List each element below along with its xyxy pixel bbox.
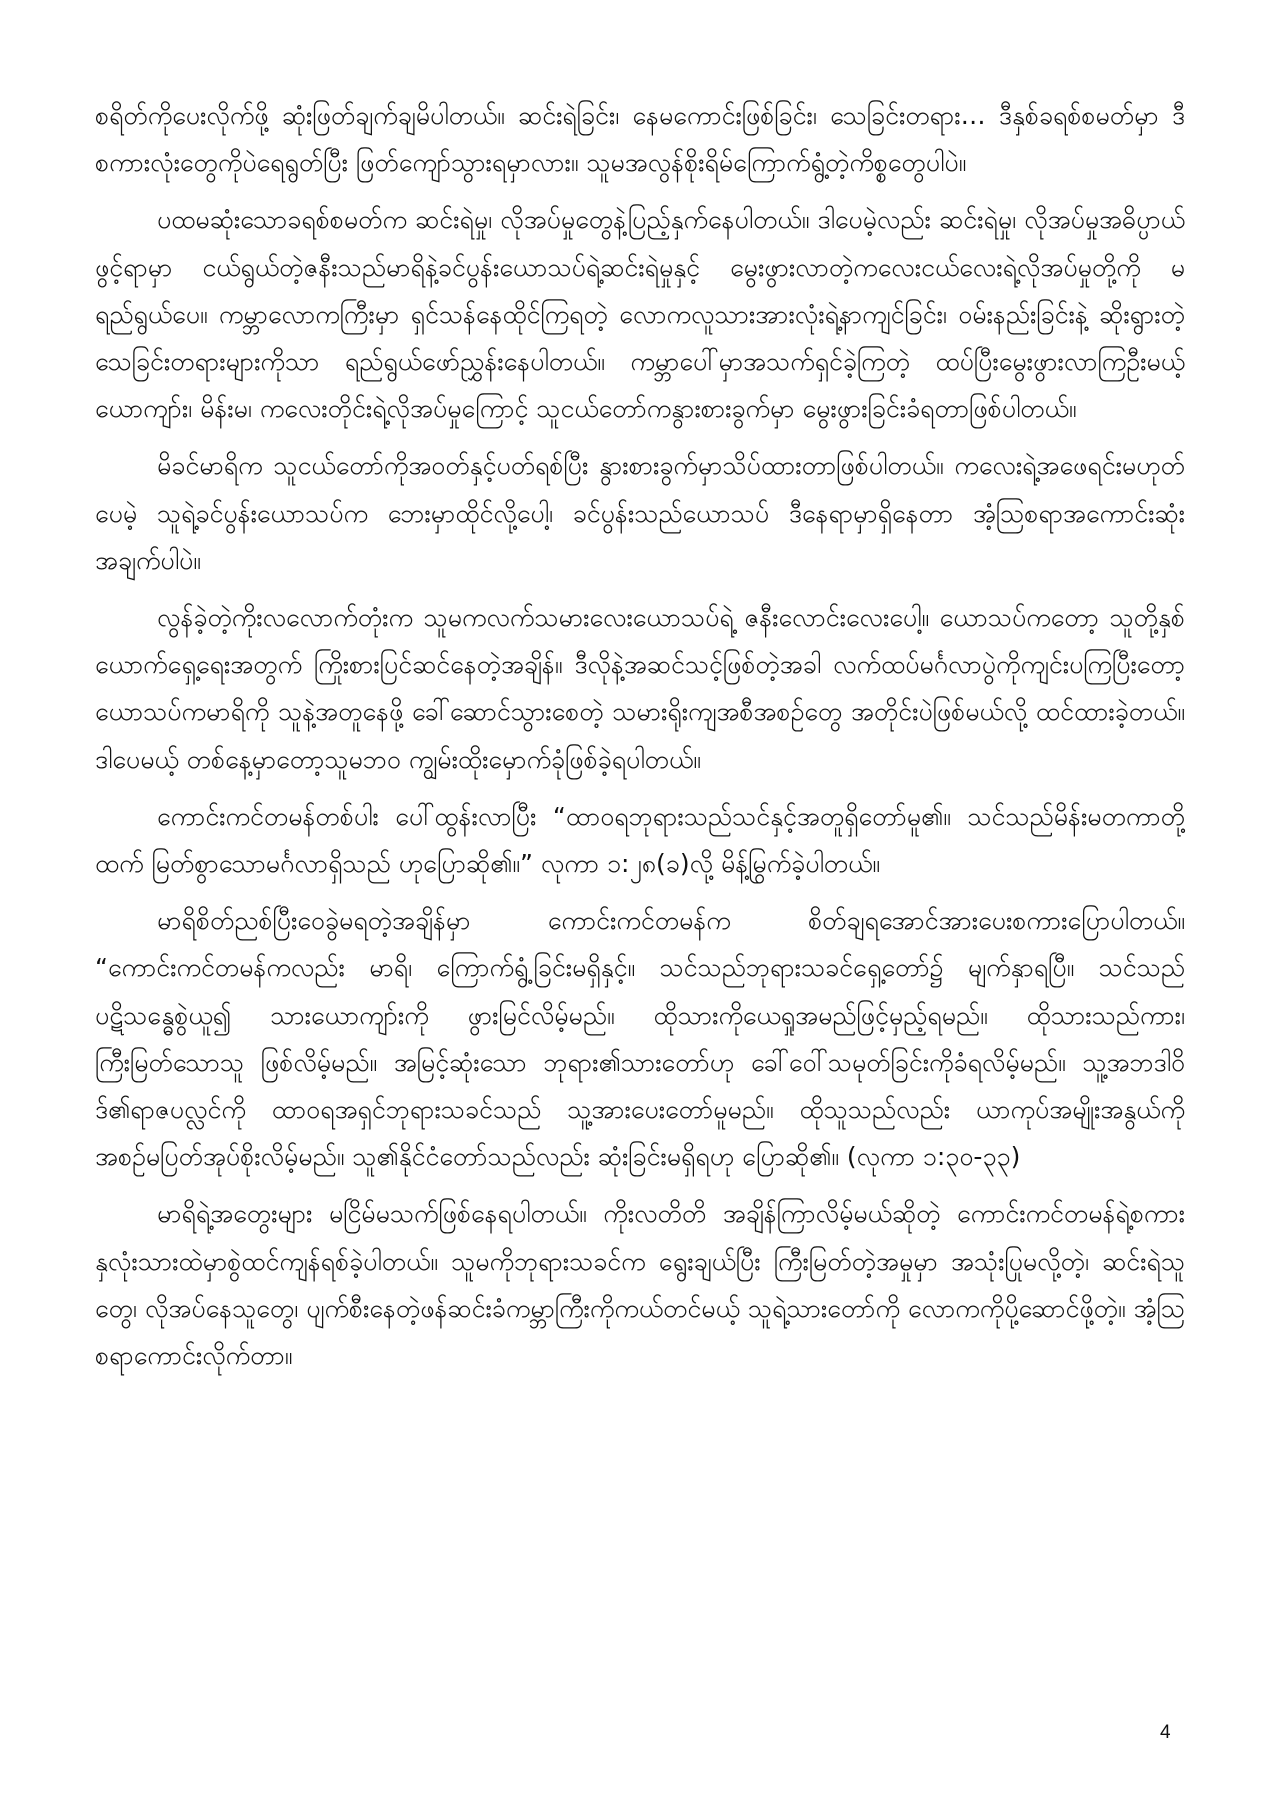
paragraph-3: မိခင်မာရိက သူငယ်တော်ကိုအဝတ်နှင့်ပတ်ရစ်ပြီး နွားစားခွက်မှာသိပ်ထားတာဖြစ်ပါတယ်။ ကလေးရဲ့အဖေရင်းမဟုတ်ပေမဲ့ သူရဲ့ခင်ပွန်းယောသပ်က ဘေးမှာထိုင်လို့ပေါ့၊ ခင်ပွန်းသည်ယောသပ် ဒီနေရာမှာရှိနေတာ အံ့ဩစရာအကောင်းဆုံးအချက်ပါပဲ။ <box>95 451 1185 575</box>
paragraph-2: ပထမဆုံးသောခရစ်စမတ်က ဆင်းရဲမှု၊ လိုအပ်မှုတွေနဲ့ပြည့်နှက်နေပါတယ်။ ဒါပေမဲ့လည်း ဆင်းရဲမှု၊ လိုအပ်မှုအဓိပ္ပာယ်ဖွင့်ရာမှာ ငယ်ရွယ်တဲ့ဇနီးသည်မာရိနဲ့ခင်ပွန်းယောသပ်ရဲ့ဆင်းရဲမှုနှင့် မွေးဖွားလာတဲ့ကလေးငယ်လေးရဲ့လိုအပ်မှုတို့ကို မရည်ရွယ်ပေ။ ကမ္ဘာလောကကြီးမှာ ရှင်သန်နေထိုင်ကြရတဲ့ လောကလူသားအားလုံးရဲ့နာကျင်ခြင်း၊ ဝမ်းနည်းခြင်းနဲ့ ဆိုးရွားတဲ့သေခြင်းတရားများကိုသာ ရည်ရွယ်ဖော်ညွှန်းနေပါတယ်။ ကမ္ဘာပေါ်မှာအသက်ရှင်ခဲ့ကြတဲ့ ထပ်ပြီးမွေးဖွားလာကြဦးမယ့် ယောကျာ်း၊ မိန်းမ၊ ကလေးတိုင်းရဲ့လိုအပ်မှုကြောင့် သူငယ်တော်ကနွားစားခွက်မှာ မွေးဖွားခြင်းခံရတာဖြစ်ပါတယ်။ <box>95 205 1185 424</box>
paragraph-5: ကောင်းကင်တမန်တစ်ပါး ပေါ်ထွန်းလာပြီး “ထာဝရဘုရားသည်သင်နှင့်အတူရှိတော်မူ၏။ သင်သည်မိန်းမတကာတို့ထက် မြတ်စွာသောမင်္ဂလာရှိသည် ဟုပြောဆို၏။” လုကာ ၁:၂၈(ခ)လို့ မိန့်မြွက်ခဲ့ပါတယ်။ <box>95 801 1185 879</box>
paragraph-1: စရိတ်ကိုပေးလိုက်ဖို့ ဆုံးဖြတ်ချက်ချမိပါတယ်။ ဆင်းရဲခြင်း၊ နေမကောင်းဖြစ်ခြင်း၊ သေခြင်းတရား… ဒီနှစ်ခရစ်စမတ်မှာ ဒီစကားလုံးတွေကိုပဲရေရွတ်ပြီး ဖြတ်ကျော်သွားရမှာလား။ သူမအလွန်စိုးရိမ်ကြောက်ရွံ့တဲ့ကိစ္စတွေပါပဲ။ <box>95 101 1185 178</box>
paragraph-4: လွန်ခဲ့တဲ့ကိုးလလောက်တုံးက သူမကလက်သမားလေးယောသပ်ရဲ့ ဇနီးလောင်းလေးပေါ့။ ယောသပ်ကတော့ သူတို့နှစ်ယောက်ရှေ့ရေးအတွက် ကြိုးစားပြင်ဆင်နေတဲ့အချိန်။ ဒီလိုနဲ့အဆင်သင့်ဖြစ်တဲ့အခါ လက်ထပ်မင်္ဂလာပွဲကိုကျင်းပကြပြီးတော့ ယောသပ်ကမာရိကို သူနဲ့အတူနေဖို့ ခေါ်ဆောင်သွားစေတဲ့ သမားရိုးကျအစီအစဉ်တွေ အတိုင်းပဲဖြစ်မယ်လို့ ထင်ထားခဲ့တယ်။ ဒါပေမယ့် တစ်နေ့မှာတော့သူမဘဝ ကျွမ်းထိုးမှောက်ခုံဖြစ်ခဲ့ရပါတယ်။ <box>95 603 1185 774</box>
paragraph-6: မာရိစိတ်ညစ်ပြီးဝေခွဲမရတဲ့အချိန်မှာ ကောင်းကင်တမန်က စိတ်ချရအောင်အားပေးစကားပြောပါတယ်။ “ကောင်းကင်တမန်ကလည်း မာရိ၊ ကြောက်ရွံ့ခြင်းမရှိနှင့်။ သင်သည်ဘုရားသခင်ရှေ့တော်၌ မျက်နှာရပြီ။ သင်သည်ပဋိသန္ဓေစွဲယူ၍ သားယောကျာ်းကို ဖွားမြင်လိမ့်မည်။ ထိုသားကိုယေရှုအမည်ဖြင့်မှည့်ရမည်။ ထိုသားသည်ကား၊ ကြီးမြတ်သောသူ ဖြစ်လိမ့်မည်။ အမြင့်ဆုံးသော ဘုရား၏သားတော်ဟု ခေါ်ဝေါ်သမုတ်ခြင်းကိုခံရလိမ့်မည်။ သူ့အဘဒါဝိဒ်၏ရာဇပလ္လင်ကို ထာဝရအရှင်ဘုရားသခင်သည် သူ့အားပေးတော်မူမည်။ ထိုသူသည်လည်း ယာကုပ်အမျိုးအနွယ်ကို အစဉ်မပြတ်အုပ်စိုးလိမ့်မည်။ သူ၏နိုင်ငံတော်သည်လည်း ဆုံးခြင်းမရှိရဟု ပြောဆို၏။ (လုကာ ၁:၃၀-၃၃) <box>95 906 1185 1172</box>
page-number: 4 <box>1160 1722 1171 1743</box>
document-page <box>95 92 1185 1389</box>
paragraph-7: မာရိရဲ့အတွေးများ မငြိမ်မသက်ဖြစ်နေရပါတယ်။ ကိုးလတိတိ အချိန်ကြာလိမ့်မယ်ဆိုတဲ့ ကောင်းကင်တမန်ရဲ့စကား နှလုံးသားထဲမှာစွဲထင်ကျန်ရစ်ခဲ့ပါတယ်။ သူမကိုဘုရားသခင်က ရွေးချယ်ပြီး ကြီးမြတ်တဲ့အမှုမှာ အသုံးပြုမလို့တဲ့၊ ဆင်းရဲသူတွေ၊ လိုအပ်နေသူတွေ၊ ပျက်စီးနေတဲ့ဖန်ဆင်းခံကမ္ဘာကြီးကိုကယ်တင်မယ့် သူရဲ့သားတော်ကို လောကကိုပို့ဆောင်ဖို့တဲ့။ အံ့ဩစရာကောင်းလိုက်တာ။ <box>95 1199 1185 1371</box>
